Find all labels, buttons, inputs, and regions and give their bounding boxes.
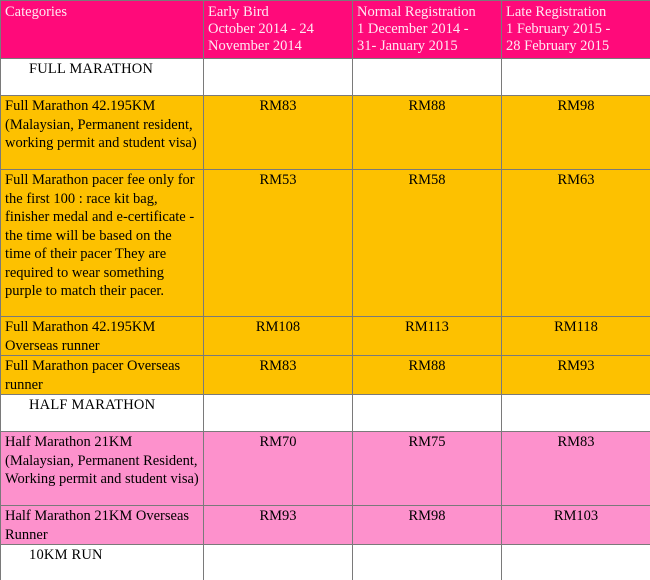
category-cell: Full Marathon 42.195KM (Malaysian, Permanent resident, working permit and student visa): [1, 96, 204, 170]
early-bird-price: RM70: [204, 432, 353, 506]
empty-cell: [502, 59, 650, 96]
late-price: RM103: [502, 506, 650, 545]
header-early-bird: Early Bird October 2014 - 24 November 2014: [204, 1, 353, 59]
category-cell: Full Marathon pacer fee only for the first 100 : race kit bag, finisher medal and e-certificate - the time will be based on the time of their pacer They are required to wear something purple to match their pacer.: [1, 170, 204, 317]
category-cell: Half Marathon 21KM Overseas Runner: [1, 506, 204, 545]
normal-price: RM75: [353, 432, 502, 506]
section-title-full-marathon: FULL MARATHON: [1, 59, 204, 96]
early-bird-price: RM83: [204, 356, 353, 395]
early-bird-price: RM53: [204, 170, 353, 317]
section-title-half-marathon: HALF MARATHON: [1, 395, 204, 432]
late-price: RM93: [502, 356, 650, 395]
section-title-10km-run: 10KM RUN: [1, 545, 204, 580]
header-late-registration: Late Registration 1 February 2015 - 28 February 2015: [502, 1, 650, 59]
category-cell: Full Marathon pacer Overseas runner: [1, 356, 204, 395]
empty-cell: [353, 545, 502, 580]
early-bird-price: RM108: [204, 317, 353, 356]
section-row-10km-run: [1, 545, 650, 580]
empty-cell: [502, 545, 650, 580]
late-price: RM98: [502, 96, 650, 170]
late-price: RM118: [502, 317, 650, 356]
normal-price: RM58: [353, 170, 502, 317]
late-price: RM83: [502, 432, 650, 506]
section-row-half-marathon: [1, 395, 650, 432]
section-row-full-marathon: [1, 59, 650, 96]
header-categories: Categories: [1, 1, 204, 59]
empty-cell: [502, 395, 650, 432]
empty-cell: [353, 59, 502, 96]
late-price: RM63: [502, 170, 650, 317]
table-row: [1, 170, 650, 317]
header-normal-registration: Normal Registration 1 December 2014 - 31- January 2015: [353, 1, 502, 59]
table-row: [1, 506, 650, 545]
empty-cell: [204, 545, 353, 580]
normal-price: RM98: [353, 506, 502, 545]
normal-price: RM113: [353, 317, 502, 356]
category-cell: Half Marathon 21KM (Malaysian, Permanent Resident, Working permit and student visa): [1, 432, 204, 506]
empty-cell: [353, 395, 502, 432]
normal-price: RM88: [353, 96, 502, 170]
table-row: [1, 317, 650, 356]
table-row: [1, 96, 650, 170]
empty-cell: [204, 395, 353, 432]
empty-cell: [204, 59, 353, 96]
table-row: [1, 432, 650, 506]
table-row: [1, 356, 650, 395]
normal-price: RM88: [353, 356, 502, 395]
early-bird-price: RM93: [204, 506, 353, 545]
header-row: [1, 1, 650, 59]
early-bird-price: RM83: [204, 96, 353, 170]
category-cell: Full Marathon 42.195KM Overseas runner: [1, 317, 204, 356]
